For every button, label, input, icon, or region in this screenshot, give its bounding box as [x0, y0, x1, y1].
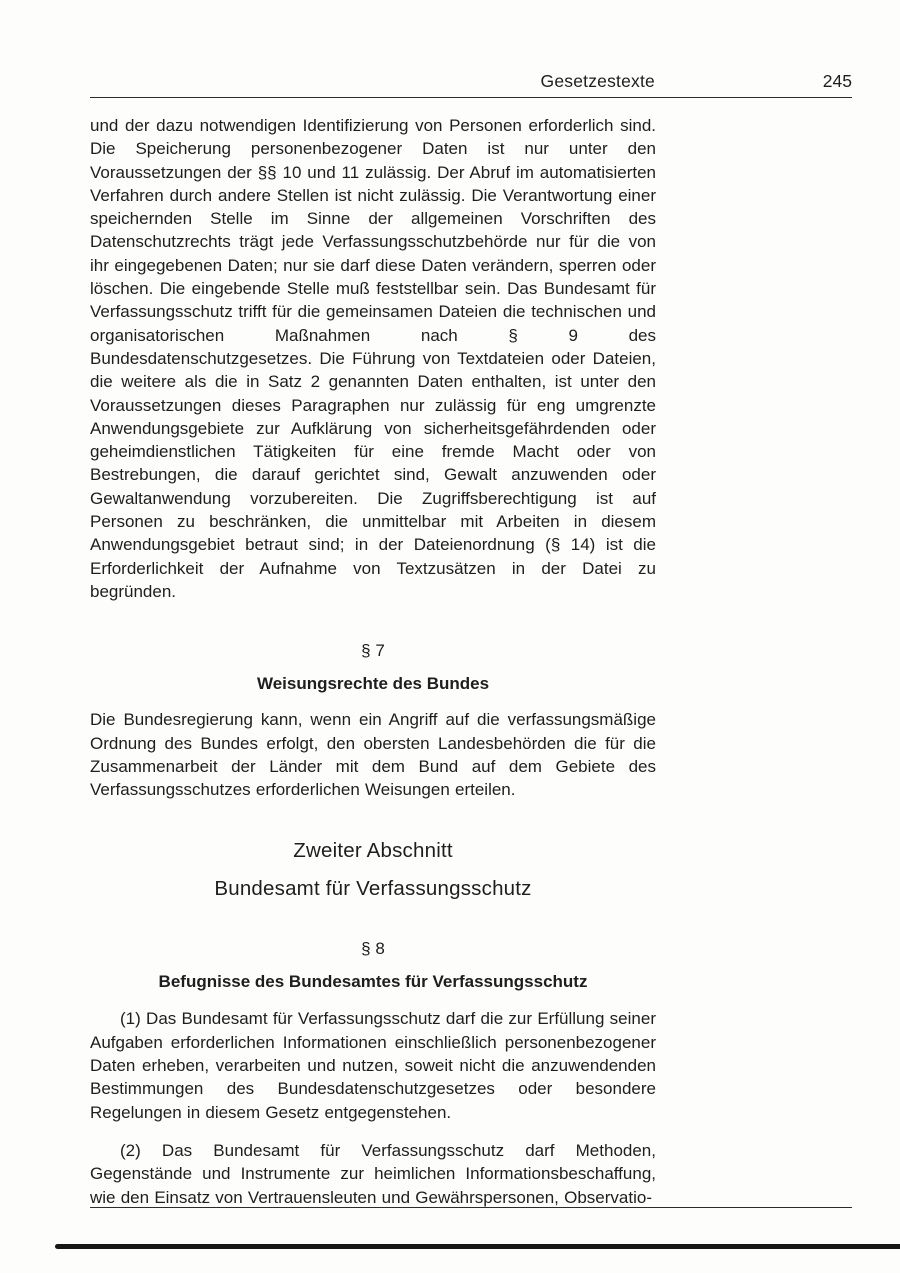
text-column	[90, 114, 656, 1209]
header-rule	[90, 97, 852, 98]
section-7-title: Weisungsrechte des Bundes	[256, 674, 490, 694]
section-8-title: Befugnisse des Bundesamtes für Verfassungsschutz	[158, 972, 588, 992]
part-heading: Zweiter Abschnitt	[293, 839, 453, 863]
section-8-paragraph-1: (1) Das Bundesamt für Verfassungsschutz darf die zur Erfüllung seiner Aufgaben erforderlichen Informationen einschließlich personenbezogener Daten erheben, verarbeiten und nutzen, soweit nicht die anzuwendenden Bestimmungen des Bundesdatenschutzgesetzes oder besondere Regelungen in diesem Gesetz entgegenstehen.	[90, 1009, 656, 1122]
page-number: 245	[822, 71, 852, 91]
running-title: Gesetzestexte	[540, 71, 655, 91]
section-8-number: § 8	[361, 939, 385, 959]
section-7-number: § 7	[361, 641, 385, 661]
page-header	[90, 71, 852, 93]
scan-edge-artifact	[55, 1244, 900, 1249]
part-subheading: Bundesamt für Verfassungsschutz	[214, 877, 532, 901]
section-7-body: Die Bundesregierung kann, wenn ein Angriff auf die verfassungsmäßige Ordnung des Bundes erfolgt, den obersten Landesbehörden die für die Zusammenarbeit der Länder mit dem Bund auf dem Gebiete des Verfassungsschutzes erforderlichen Weisungen erteilen.	[90, 710, 656, 800]
footer-rule	[90, 1207, 852, 1208]
section-8-paragraph-2: (2) Das Bundesamt für Verfassungsschutz darf Methoden, Gegenstände und Instrumente zur heimlichen Informationsbeschaffung, wie den Einsatz von Vertrauensleuten und Gewährspersonen, Observatio-	[90, 1140, 656, 1207]
paragraph-continuation: und der dazu notwendigen Identifizierung von Personen erforderlich sind. Die Speicherung personenbezogener Daten ist nur unter den Voraussetzungen der §§ 10 und 11 zulässig. Der Abruf im automatisierten Verfahren durch andere Stellen ist nicht zulässig. Die Verantwortung einer speichernden Stelle im Sinne der allgemeinen Vorschriften des Datenschutzrechts trägt jede Verfassungsschutzbehörde nur für die von ihr eingegebenen Daten; nur sie darf diese Daten verändern, sperren oder löschen. Die eingebende Stelle muß feststellbar sein. Das Bundesamt für Verfassungsschutz trifft für die gemeinsamen Dateien die technischen und organisatorischen Maßnahmen nach § 9 des Bundesdatenschutzgesetzes. Die Führung von Textdateien oder Dateien, die weitere als die in Satz 2 genannten Daten enthalten, ist unter den Voraussetzungen dieses Paragraphen nur zulässig für eng umgrenzte Anwendungsgebiete zur Aufklärung von sicherheitsgefährdenden oder geheimdienstlichen Tätigkeiten für eine fremde Macht oder von Bestrebungen, die darauf gerichtet sind, Gewalt anzuwenden oder Gewaltanwendung vorzubereiten. Die Zugriffsberechtigung ist auf Personen zu beschränken, die unmittelbar mit Arbeiten in diesem Anwendungsgebiet betraut sind; in der Dateienordnung (§ 14) ist die Erforderlichkeit der Aufnahme von Textzusätzen in der Datei zu begründen.	[90, 116, 656, 601]
